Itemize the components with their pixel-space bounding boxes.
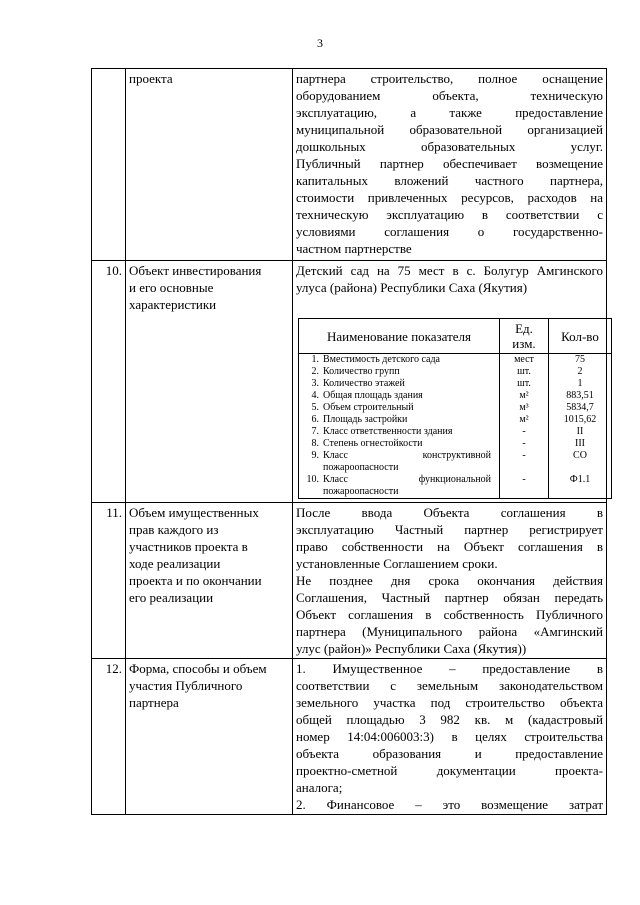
- indicator-row: [299, 438, 612, 450]
- indicator-qty: Ф1.1: [549, 474, 612, 499]
- header-qty: Кол-во: [549, 319, 612, 354]
- indicator-number: 2.: [311, 366, 319, 377]
- indicator-qty: 1: [549, 378, 612, 390]
- row-name-line: характеристики: [129, 297, 217, 312]
- indicator-number: 10.: [306, 474, 319, 485]
- table-row: [92, 503, 607, 659]
- indicator-qty: СО: [549, 450, 612, 474]
- row-name-line: прав каждого из: [129, 522, 219, 537]
- row-name-line: партнера: [129, 695, 179, 710]
- desc-line: установленные Соглашением сроки.: [296, 556, 498, 571]
- desc-line: номер 14:04:006003:3) в целях строительства: [296, 729, 603, 744]
- desc-line: Соглашения, Частный партнер обязан передать: [296, 590, 603, 605]
- desc-line: муниципальной образовательной организацией: [296, 122, 603, 137]
- desc-line: эксплуатацию Частный партнер регистрирует: [296, 522, 603, 537]
- indicator-name: Площадь застройки: [323, 414, 408, 425]
- indicator-name: Класс конструктивной пожароопасности: [323, 450, 491, 473]
- row-name-line: проекта и по окончании: [129, 573, 262, 588]
- indicator-row: [299, 366, 612, 378]
- indicator-qty: 1015,62: [549, 414, 612, 426]
- desc-line: Не позднее дня срока окончания действия: [296, 573, 603, 588]
- indicator-name: Количество групп: [323, 366, 400, 377]
- indicator-row: [299, 402, 612, 414]
- indicator-name: Класс ответственности здания: [323, 426, 453, 437]
- row-description: [293, 261, 607, 503]
- indicator-row: [299, 474, 612, 499]
- indicator-unit: м²: [500, 390, 549, 402]
- row-name-line: участия Публичного: [129, 678, 243, 693]
- indicator-unit: м²: [500, 414, 549, 426]
- indicator-name: Вместимость детского сада: [323, 354, 440, 365]
- desc-line: условиями соглашения о государственно-: [296, 224, 603, 239]
- indicator-number: 5.: [311, 402, 319, 413]
- indicator-number: 4.: [311, 390, 319, 401]
- row-name-line: участников проекта в: [129, 539, 248, 554]
- indicator-number: 3.: [311, 378, 319, 389]
- row-description: [293, 659, 607, 815]
- desc-line: После ввода Объекта соглашения в: [296, 505, 603, 520]
- table-row: [92, 69, 607, 261]
- desc-line: улус (район)» Республики Саха (Якутия)): [296, 641, 527, 656]
- indicator-number: 7.: [311, 426, 319, 437]
- indicator-row: [299, 450, 612, 474]
- indicator-qty: 5834,7: [549, 402, 612, 414]
- indicator-unit: мест: [500, 354, 549, 367]
- row-name-line: Объект инвестирования: [129, 263, 262, 278]
- desc-line: земельного участка под строительство объекта: [296, 695, 603, 710]
- indicator-row: [299, 354, 612, 367]
- row-name-line: проекта: [129, 71, 173, 86]
- indicator-qty: 2: [549, 366, 612, 378]
- indicator-row: [299, 390, 612, 402]
- row-description: [293, 503, 607, 659]
- indicator-row: [299, 414, 612, 426]
- header-name: Наименование показателя: [299, 319, 500, 354]
- indicator-qty: 883,51: [549, 390, 612, 402]
- indicator-unit: -: [500, 438, 549, 450]
- desc-line: право собственности на Объект соглашения в: [296, 539, 603, 554]
- desc-line: общей площадью 3 982 кв. м (кадастровый: [296, 712, 603, 727]
- desc-line: аналога;: [296, 780, 343, 795]
- project-table: [91, 68, 607, 815]
- desc-line: проектно-сметной документации проекта-: [296, 763, 603, 778]
- desc-line: техническую эксплуатацию в соответствии с: [296, 207, 603, 222]
- indicator-number: 1.: [311, 354, 319, 365]
- indicator-unit: м³: [500, 402, 549, 414]
- desc-line: улуса (района) Республики Саха (Якутия): [296, 280, 528, 295]
- desc-line: Детский сад на 75 мест в с. Болугур Амгинского: [296, 263, 603, 278]
- desc-line: оборудованием объекта, техническую: [296, 88, 603, 103]
- indicator-number: 8.: [311, 438, 319, 449]
- indicators-header: [299, 319, 612, 354]
- desc-line: капитальных вложений частного партнера,: [296, 173, 603, 188]
- indicator-name: Количество этажей: [323, 378, 405, 389]
- indicator-qty: II: [549, 426, 612, 438]
- desc-line: частном партнерстве: [296, 241, 412, 256]
- row-number: 10.: [92, 261, 126, 503]
- row-number: 11.: [92, 503, 126, 659]
- desc-line: дошкольных образовательных услуг.: [296, 139, 603, 154]
- desc-line: 1. Имущественное – предоставление в: [296, 661, 603, 676]
- desc-line: Объект соглашения в собственность Публичного: [296, 607, 603, 622]
- row-name-line: его реализации: [129, 590, 214, 605]
- indicator-name: Общая площадь здания: [323, 390, 423, 401]
- indicator-qty: 75: [549, 354, 612, 367]
- indicator-name: Класс функциональной пожароопасности: [323, 474, 491, 497]
- indicator-unit: -: [500, 450, 549, 474]
- row-name-line: Форма, способы и объем: [129, 661, 267, 676]
- desc-line: 2. Финансовое – это возмещение затрат: [296, 797, 603, 812]
- row-name-line: и его основные: [129, 280, 214, 295]
- row-name-line: ходе реализации: [129, 556, 221, 571]
- indicator-unit: шт.: [500, 366, 549, 378]
- indicator-unit: шт.: [500, 378, 549, 390]
- row-name: [126, 503, 293, 659]
- desc-line: соответствии с земельным законодательством: [296, 678, 603, 693]
- row-number: 12.: [92, 659, 126, 815]
- row-name-line: Объем имущественных: [129, 505, 259, 520]
- desc-line: партнера строительство, полное оснащение: [296, 71, 603, 86]
- header-unit: Ед. изм.: [500, 319, 549, 354]
- row-name: [126, 261, 293, 503]
- indicator-name: Степень огнестойкости: [323, 438, 423, 449]
- row-description: [293, 69, 607, 261]
- indicator-row: [299, 378, 612, 390]
- table-row: [92, 659, 607, 815]
- indicators-table: [298, 318, 612, 499]
- indicator-number: 6.: [311, 414, 319, 425]
- indicator-unit: -: [500, 426, 549, 438]
- row-number: [92, 69, 126, 261]
- indicator-qty: III: [549, 438, 612, 450]
- indicator-name: Объем строительный: [323, 402, 414, 413]
- row-name: [126, 69, 293, 261]
- desc-line: партнера (Муниципального района «Амгинский: [296, 624, 603, 639]
- indicator-unit: -: [500, 474, 549, 499]
- page-number: 3: [317, 36, 323, 50]
- indicator-row: [299, 426, 612, 438]
- indicator-number: 9.: [311, 450, 319, 461]
- desc-line: объекта образования и предоставление: [296, 746, 603, 761]
- row-name: [126, 659, 293, 815]
- table-row: [92, 261, 607, 503]
- desc-line: эксплуатацию, а также предоставление: [296, 105, 603, 120]
- desc-line: стоимости привлеченных ресурсов, расходов на: [296, 190, 603, 205]
- desc-line: Публичный партнер обеспечивает возмещение: [296, 156, 603, 171]
